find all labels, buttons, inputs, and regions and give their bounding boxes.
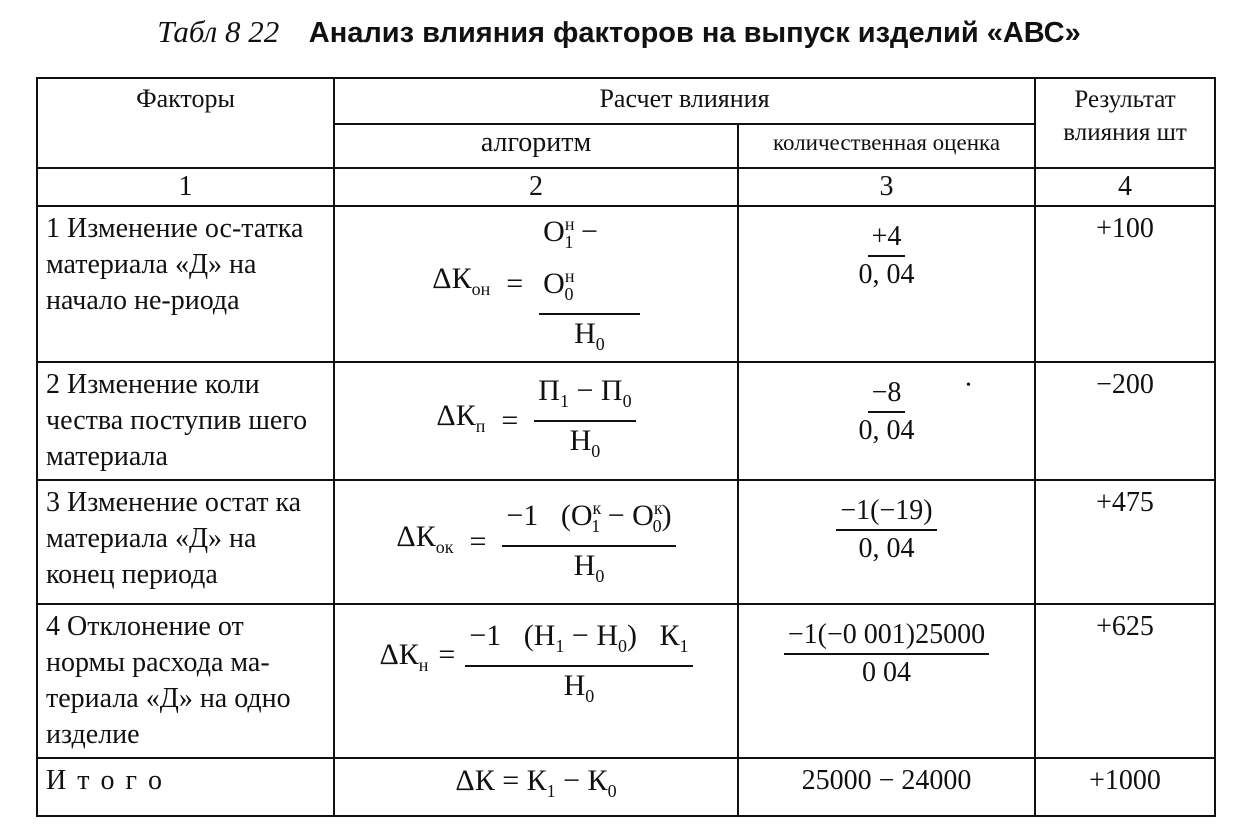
col-number-1: 1 — [37, 168, 334, 206]
estimate-fraction: $\frac{+4}{0, 04}$ — [858, 221, 915, 290]
header-factors: Факторы — [37, 78, 334, 168]
algorithm-cell: $\Delta К_{ок}$ = $\frac{-1 (О^к_1 - О^к_0)}{Н_0}$ — [334, 480, 738, 604]
result-cell: −200 — [1035, 362, 1215, 480]
estimate-fraction: $\frac{-8}{0, 04}$ — [858, 377, 915, 446]
header-estimate: количественная оценка — [738, 124, 1035, 168]
total-estimate: 25000 − 24000 — [738, 758, 1035, 816]
algorithm-cell: $\Delta К_п$ = $\frac{П_1 - П_0}{Н_0}$ — [334, 362, 738, 480]
header-result: Результат влияния шт — [1035, 78, 1215, 168]
table-title — [0, 14, 1238, 50]
table-row — [37, 206, 1215, 362]
table-row — [37, 604, 1215, 758]
factor-cell: 2 Изменение коли чества поступив шего материала — [37, 362, 334, 480]
total-row — [37, 758, 1215, 816]
formula-fraction: $\frac{-1 (Н_1 - Н_0) К_1}{Н_0}$ — [465, 619, 692, 713]
formula-lhs: $\Delta К_п$ — [436, 399, 486, 436]
col-number-2: 2 — [334, 168, 738, 206]
formula-lhs: $\Delta К_н$ — [379, 638, 429, 675]
table-row — [37, 480, 1215, 604]
estimate-cell — [738, 604, 1035, 758]
formula-fraction: $\frac{П_1 - П_0}{Н_0}$ — [534, 374, 635, 468]
total-formula: $\Delta К = К_1 - К_0$ — [334, 758, 738, 816]
header-algorithm: алгоритм — [334, 124, 738, 168]
table-caption: Анализ влияния факторов на выпуск изделий «АВС» — [308, 17, 1081, 49]
estimate-fraction: $\frac{-1(-0 001)25000}{0 04}$ — [784, 619, 989, 689]
stray-mark: • — [966, 378, 971, 393]
formula-fraction: $\frac{О^н_1 - О^н_0}{Н_0}$ — [539, 207, 640, 361]
total-result: +1000 — [1035, 758, 1215, 816]
factor-cell: 3 Изменение остат ка материала «Д» на конец периода — [37, 480, 334, 604]
factor-cell: 4 Отклонение от нормы расхода ма-териала «Д» на одно изделие — [37, 604, 334, 758]
table-row — [37, 362, 1215, 480]
result-cell: +625 — [1035, 604, 1215, 758]
header-calculation: Расчет влияния — [334, 78, 1035, 124]
result-cell: +100 — [1035, 206, 1215, 362]
estimate-cell — [738, 362, 1035, 480]
algorithm-cell: $\Delta К_н$ = $\frac{-1 (Н_1 - Н_0) К_1}{Н_0}$ — [334, 604, 738, 758]
estimate-fraction: $\frac{-1(-19)}{0, 04}$ — [836, 495, 936, 565]
estimate-cell — [738, 206, 1035, 362]
col-number-3: 3 — [738, 168, 1035, 206]
formula-lhs: $\Delta К_{ок}$ — [396, 520, 454, 557]
result-cell: +475 — [1035, 480, 1215, 604]
formula-fraction: $\frac{-1 (О^к_1 - О^к_0)}{Н_0}$ — [502, 491, 675, 593]
total-label: И т о г о — [37, 758, 334, 816]
factor-cell: 1 Изменение ос-татка материала «Д» на начало не-риода — [37, 206, 334, 362]
estimate-cell — [738, 480, 1035, 604]
factor-analysis-table — [36, 77, 1216, 817]
table-number: Табл 8 22 — [157, 14, 280, 49]
formula-lhs: $\Delta К_{он}$ — [432, 262, 491, 299]
algorithm-cell: $\Delta К_{он}$ = $\frac{О^н_1 - О^н_0}{Н_0}$ — [334, 206, 738, 362]
col-number-4: 4 — [1035, 168, 1215, 206]
